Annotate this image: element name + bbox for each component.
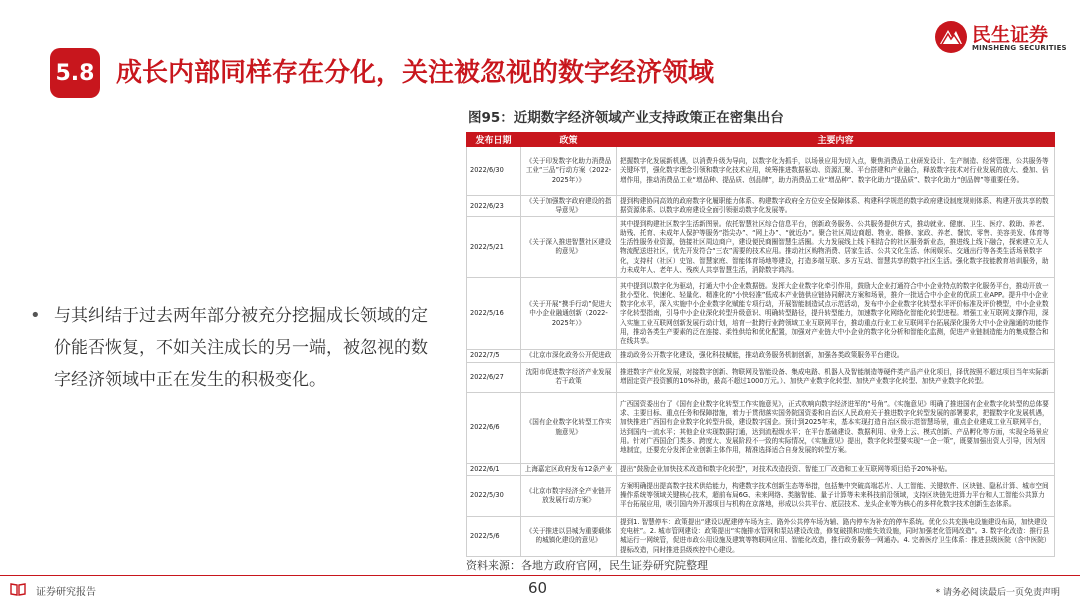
row-date: 2022/6/27 — [467, 362, 521, 392]
row-content: 推进数字产业化发展，对接数字创新、物联网及智能设备、集成电路、机器人及智能制造等硬件类产品产业化项目，择优按照不超过项目当年实际新增固定资产投资额的10%补助，最高不超过1000万元。）、加快产业数字化转型、加快产业数字化转型、加快产业数字化转型。 — [617, 362, 1055, 392]
row-policy: 《国有企业数字化转型工作实施意见》 — [521, 392, 617, 463]
table-row — [467, 516, 1055, 556]
page-title: 成长内部同样存在分化，关注被忽视的数字经济领域 — [116, 58, 715, 88]
column-header-policy: 政策 — [521, 133, 617, 147]
figure-title: 图95：近期数字经济领域产业支持政策正在密集出台 — [468, 110, 784, 126]
row-policy: 《关于加强数字政府建设的指导意见》 — [521, 196, 617, 217]
table-row — [467, 278, 1055, 350]
footer-label: 证券研究报告 — [36, 587, 96, 598]
minsheng-logo — [934, 18, 1067, 58]
row-date: 2022/7/5 — [467, 350, 521, 362]
minsheng-logo-icon — [934, 20, 968, 54]
row-content: 推动政务公开数字化建设，强化科技赋能，推动政务服务机制创新，加强各类政策服务平台建设。 — [617, 350, 1055, 362]
row-date: 2022/6/23 — [467, 196, 521, 217]
table-row — [467, 392, 1055, 463]
row-date: 2022/6/1 — [467, 463, 521, 475]
row-policy: 《北京市数字经济全产业链开放发展行动方案》 — [521, 475, 617, 516]
table-row — [467, 196, 1055, 217]
row-policy: 《关于推进以县城为重要载体的城镇化建设的意见》 — [521, 516, 617, 556]
row-policy: 上海嘉定区政府发布12条产业 — [521, 463, 617, 475]
policy-table — [466, 132, 1055, 557]
row-policy: 《北京市深化政务公开促进政 — [521, 350, 617, 362]
row-date: 2022/6/6 — [467, 392, 521, 463]
bullet-text: 与其纠结于过去两年部分被充分挖掘成长领域的定价能否恢复，不如关注成长的另一端，被忽视的数字经济领域中正在发生的积极变化。 — [54, 306, 428, 390]
row-policy: 《关于深入推进智慧社区建设的意见》 — [521, 217, 617, 278]
row-content: 提出“鼓励企业加快技术改造和数字化转型”，对技术改造投资、智能工厂改造和工业互联网等项目给予20%补贴。 — [617, 463, 1055, 475]
row-content: 其中提到构建社区数字生活新图景。依托智慧社区综合信息平台，创新政务服务、公共服务提供方式，推动就业、健康、卫生、医疗、救助、养老、助残、托育、未成年人保护等服务“指尖办”、“网上办”、“就近办”。聚合社区周边商超、物业、维修、家政、养老、餐饮、零售、美容美发、体育等生活性服务业资源，链接社区周边商户，建设便民商圈智慧生活圈。大力发展线上线下相结合的社区服务新业态，推进线上线下融合，探索建立无人物流配送进社区，优先开发符合“三农”需要的技术应用。推动社区购物消费、居家生活、公共文化生活、休闲娱乐、交通出行等各类生活场景数字化，支持村（社区）史馆、智慧家庭、智能体育场地等建设，打造多端互联、多方互动、智慧共享的数字社区生活。强化数字技能教育培训服务，助力未成年人、老年人、残疾人共享智慧生活，消除数字鸿沟。 — [617, 217, 1055, 278]
row-date: 2022/5/6 — [467, 516, 521, 556]
row-content: 把握数字化发展新机遇，以消费升级为导向，以数字化为抓手，以场景应用为切入点，聚焦消费品工业研发设计、生产制造、经营管理、公共服务等关键环节，强化数字理念引领和数字化技术应用，统筹推进数据驱动、资源汇聚、平台搭建和产业融合，释放数字技术对行业发展的放大、叠加、倍增作用，推动消费品工业“增品种、提品质、创品牌”，助力消费品工业“增品种”、数字化助力“提品质”、数字化助力“创品牌”等重要任务。 — [617, 147, 1055, 196]
logo-name-en: MINSHENG SECURITIES — [972, 44, 1067, 52]
table-row — [467, 463, 1055, 475]
row-date: 2022/5/21 — [467, 217, 521, 278]
book-icon — [10, 582, 26, 596]
table-row — [467, 217, 1055, 278]
row-date: 2022/6/30 — [467, 147, 521, 196]
logo-name-cn: 民生证券 — [972, 24, 1049, 46]
table-header-row — [467, 133, 1055, 147]
bullet-dot-icon: • — [30, 305, 41, 326]
row-date: 2022/5/30 — [467, 475, 521, 516]
bullet-point — [30, 300, 440, 396]
row-content: 广西国资委出台了《国有企业数字化转型工作实施意见》，正式吹响向数字经济进军的“号角”。《实施意见》明确了推进国有企业数字化转型的总体要求、主要目标、重点任务和保障措施，着力于贯彻落实国务院国资委和自治区人民政府关于推进数字化转型发展的部署要求，把握数字化发展机遇，加快推进广西国有企业数字化转型升级，建设数字国企。预计到2025年末，基本实现打造自治区级示范智慧场景，重点企业建成工业互联网平台，达到国内一流水平；其他企业实现数据打通，达到流程级水平；在平台基础建设、数据利用、业务上云、模式创新、产品孵化等方面，实现全场景应用。针对广西国企门类多、跨度大、发展阶段不一致的实际情况，《实施意见》提出，数字化转型要实现“一企一策”，既要加强出资人引导，因为因地制宜，还要充分发挥企业创新主体作用，精准选择适合自身发展的转型方案。 — [617, 392, 1055, 463]
column-header-date: 发布日期 — [467, 133, 521, 147]
row-policy: 《关于开展“携手行动”促进大中小企业融通创新（2022-2025年）》 — [521, 278, 617, 350]
row-policy: 《关于印发数字化助力消费品工业“三品”行动方案（2022-2025年）》 — [521, 147, 617, 196]
section-number-badge: 5.8 — [50, 48, 100, 98]
column-header-content: 主要内容 — [617, 133, 1055, 147]
disclaimer-text: * 请务必阅读最后一页免责声明 — [935, 588, 1060, 598]
row-content: 其中提到以数字化为驱动，打通大中小企业数据链。发挥大企业数字化牵引作用，鼓励大企业打通符合中小企业特点的数字化服务平台，推动开放一批小型化、快速化、轻量化、精准化的“小快轻准”低成本产业链供应链协同解决方案和场景，推介一批适合中小企业的优质工业APP。提升中小企业数字化水平，深入实施中小企业数字化赋能专项行动，开展智能制造试点示范活动，发布中小企业数字化转型水平评价标准及评价模型，中小企业数字化转型指南，引导中小企业深化转型升级意识、明确转型路径，提升转型能力，加速数字化网络化智能化转型进程。增强工业互联网支撑作用，深入实施工业互联网创新发展行动计划，培育一批跨行业跨领域工业互联网平台，推动重点行业工业互联网平台拓展深化服务大中小企业融通的功能作用，推动各类生产要素的泛在连接、柔性供给和优化配置，加强对产业链大中小企业的数字化分析和智能化监测，促进产业链制造能力的集成整合和在线共享。 — [617, 278, 1055, 350]
row-date: 2022/5/16 — [467, 278, 521, 350]
footer-divider — [0, 575, 1080, 576]
table-row — [467, 147, 1055, 196]
table-row — [467, 350, 1055, 362]
row-content: 方案明确提出提高数字技术供给能力，构建数字技术创新生态等举措，包括集中突破高端芯片、人工智能、关键软件、区块链、隐私计算、城市空间操作系统等领域关键核心技术，超前布局6G、未来网络、类脑智能、量子计算等未来科技前沿领域，支持区块链先进算力平台和人工智能公共算力平台拓展应用，吸引国内外开源项目与机构在京落地，形成以公共平台、底层技术、龙头企业等为核心的多样化数字技术创新生态体系。 — [617, 475, 1055, 516]
row-policy: 沈阳市促进数字经济产业发展若干政策 — [521, 362, 617, 392]
table-row — [467, 475, 1055, 516]
row-content: 提到1. 智慧停车：政策提出“建设以配建停车场为主、路外公共停车场为辅、路内停车为补充的停车系统。优化公共充换电设施建设布局，加快建设充电桩”。2. 城市管网建设：政策提出“实施排水管网和泵站建设改造，修复破损和功能失效设施，同时加强老化管网改造”。3. 数字化改造：推行县城运行一网统管，促进市政公用设施及建筑等物联网应用、智能化改造，推行政务服务一网通办。4. 完善医疗卫生体系：推进县级医院（含中医院）提标改造，同时推进县级疾控中心建设。 — [617, 516, 1055, 556]
figure-source: 资料来源：各地方政府官网，民生证券研究院整理 — [466, 559, 708, 572]
page-number: 60 — [528, 579, 548, 597]
table-row — [467, 362, 1055, 392]
row-content: 提到构建协同高效的政府数字化履职能力体系、构建数字政府全方位安全保障体系、构建科学规范的数字政府建设制度规则体系、构建开放共享的数据资源体系、以数字政府建设全面引领驱动数字化发展等。 — [617, 196, 1055, 217]
